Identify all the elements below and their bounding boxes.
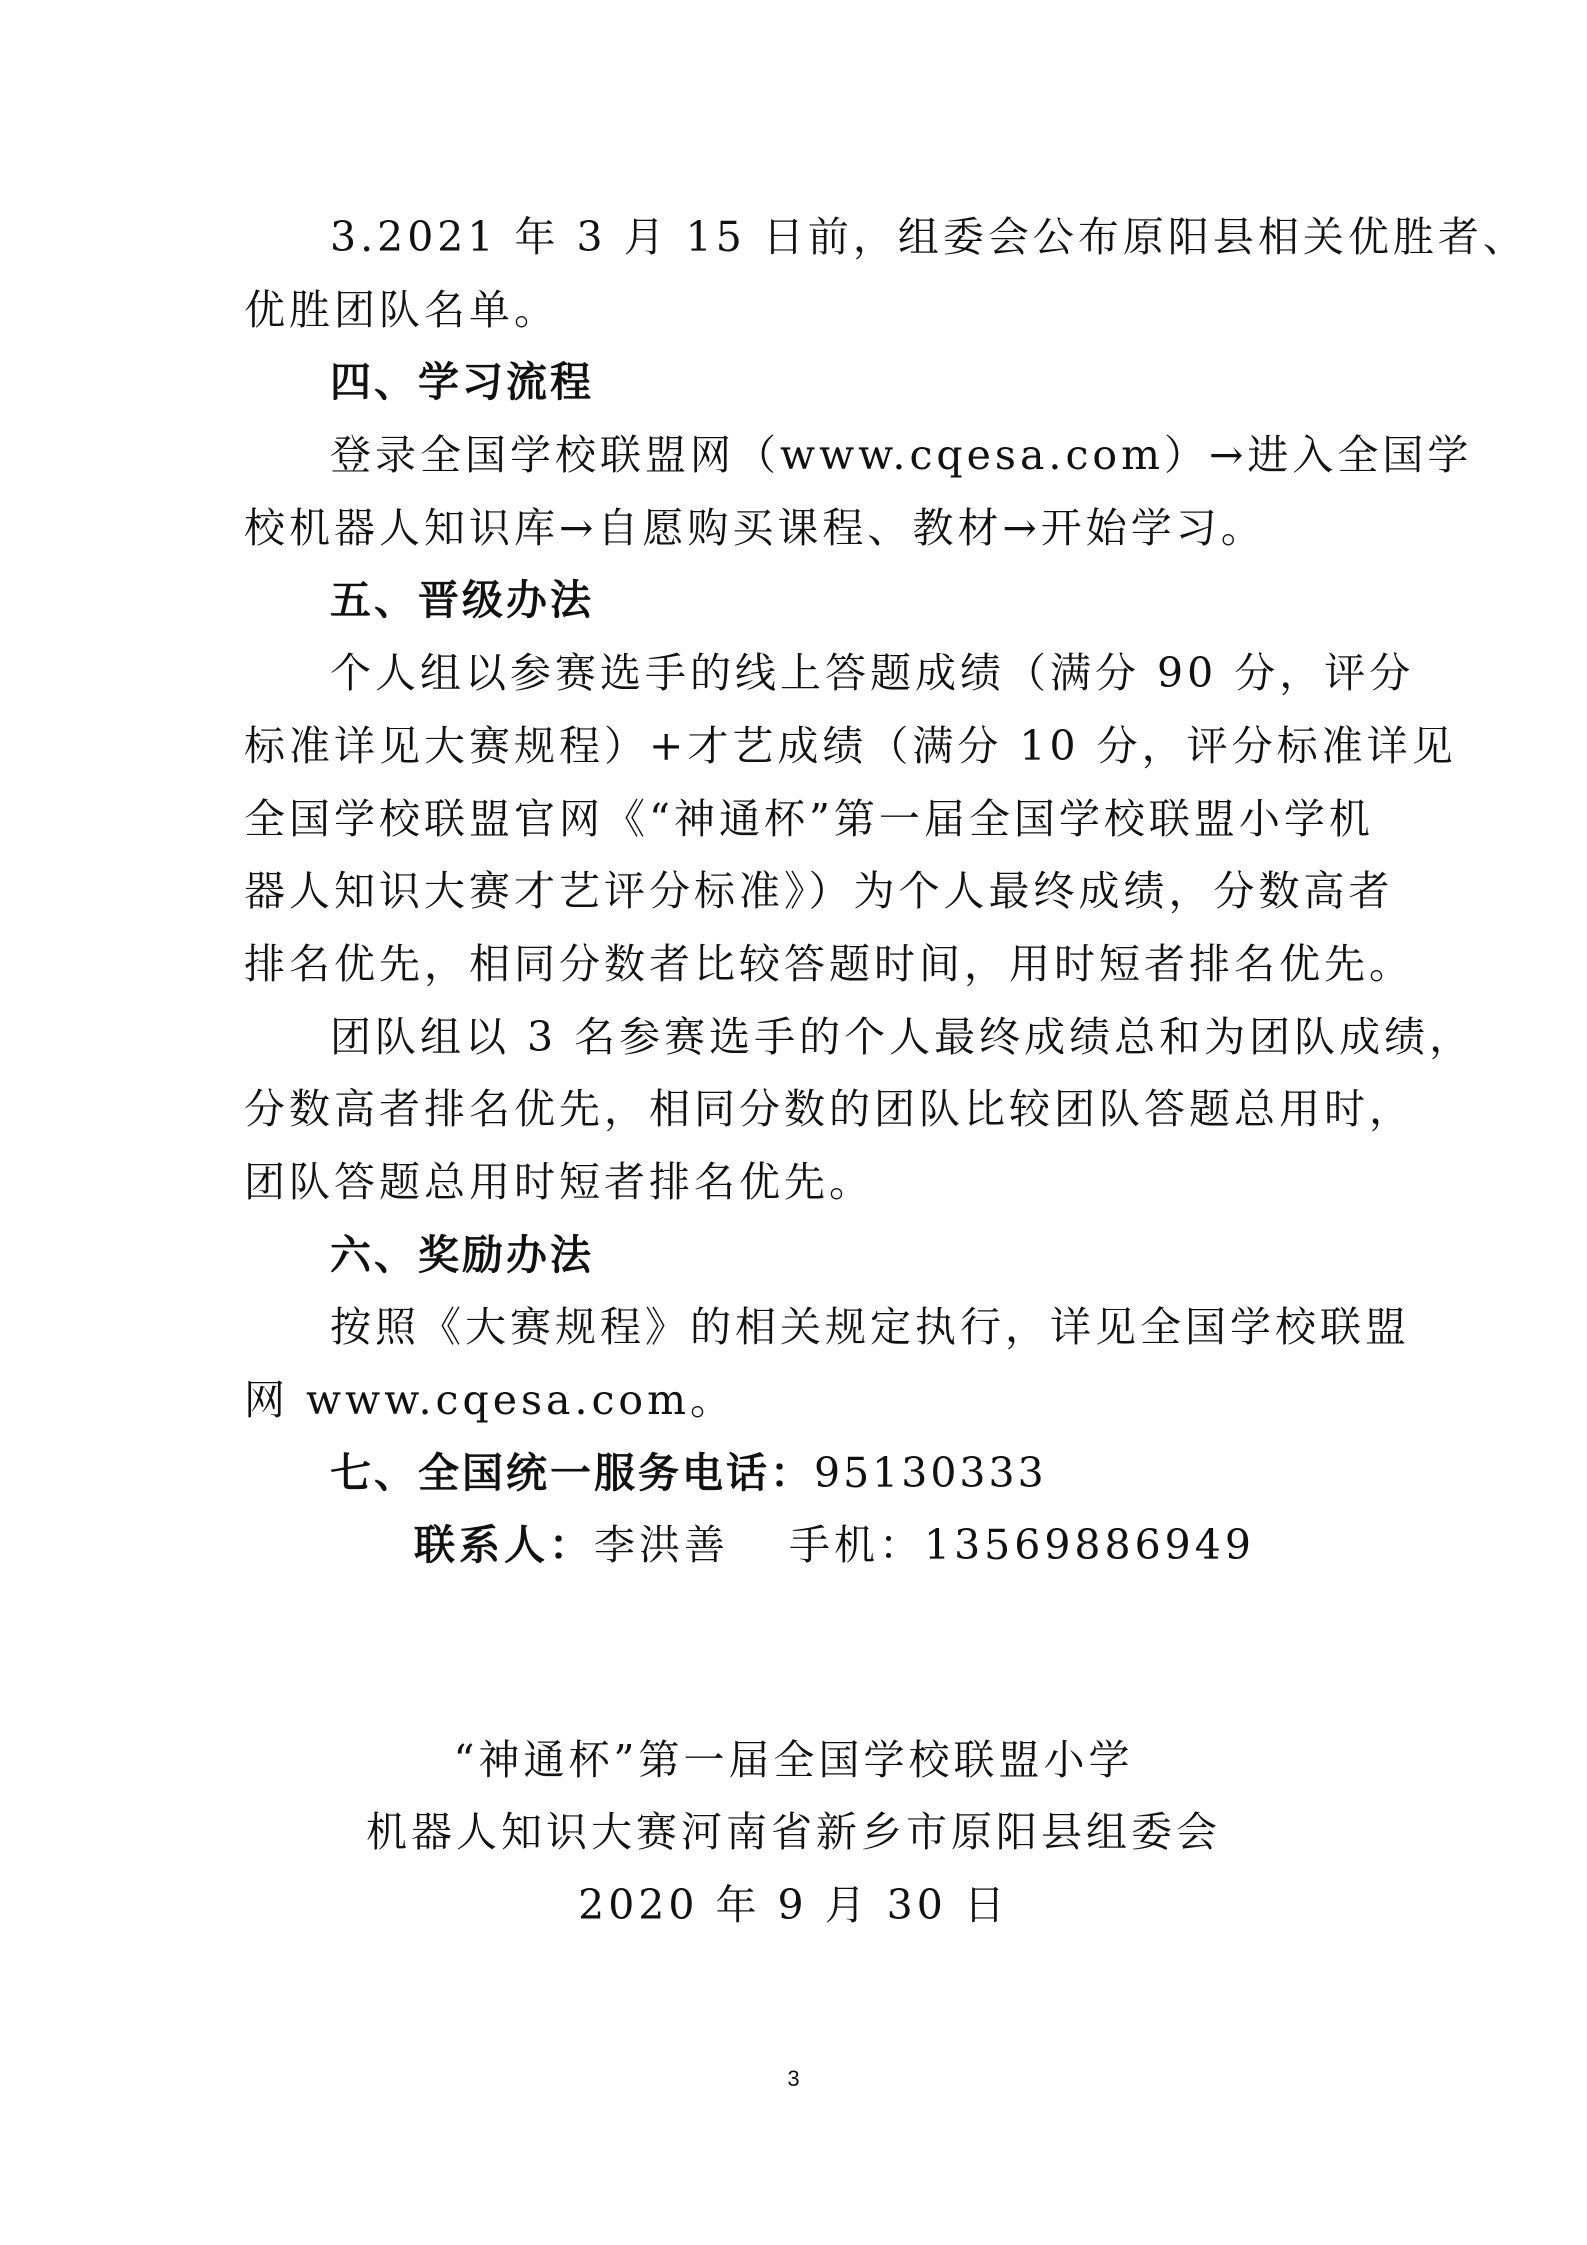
section7-heading-label: 七、全国统一服务电话： (330, 1449, 814, 1497)
section5-p2-line3: 团队答题总用时短者排名优先。 (244, 1158, 874, 1206)
section5-p2-line1: 团队组以 3 名参赛选手的个人最终成绩总和为团队成绩， (330, 1013, 1475, 1061)
section5-p1-line4: 器人知识大赛才艺评分标准》）为个人最终成绩，分数高者 (244, 867, 1394, 915)
section6-line1: 按照《大赛规程》的相关规定执行，详见全国学校联盟 (330, 1303, 1410, 1351)
section5-p1-line3: 全国学校联盟官网《“神通杯”第一届全国学校联盟小学机 (244, 795, 1374, 843)
contact-line (414, 1520, 1534, 1570)
page-number: 3 (787, 2066, 800, 2091)
section6-heading: 六、奖励办法 (330, 1231, 594, 1279)
section5-p1-line2: 标准详见大赛规程）+才艺成绩（满分 10 分，评分标准详见 (244, 722, 1457, 770)
signature-date: 2020 年 9 月 30 日 (578, 1881, 1009, 1929)
section7-heading (330, 1448, 1450, 1498)
section5-p2-line2: 分数高者排名优先，相同分数的团队比较团队答题总用时， (244, 1085, 1414, 1133)
contact-name: 李洪善 (594, 1521, 729, 1569)
mobile-label: 手机： (789, 1521, 924, 1569)
signature-line1: “神通杯”第一届全国学校联盟小学 (453, 1736, 1134, 1784)
signature-line2: 机器人知识大赛河南省新乡市原阳县组委会 (366, 1808, 1221, 1856)
mobile-number: 13569886949 (924, 1521, 1255, 1569)
section5-heading: 五、晋级办法 (330, 576, 594, 624)
section4-heading: 四、学习流程 (330, 358, 594, 406)
service-phone: 95130333 (814, 1449, 1047, 1497)
section3-item3-line1: 3.2021 年 3 月 15 日前，组委会公布原阳县相关优胜者、 (330, 213, 1528, 261)
section4-line1: 登录全国学校联盟网（www.cqesa.com）→进入全国学 (330, 431, 1473, 479)
section6-line2: 网 www.cqesa.com。 (244, 1376, 735, 1424)
section4-line2: 校机器人知识库→自愿购买课程、教材→开始学习。 (244, 504, 1266, 552)
section5-p1-line5: 排名优先，相同分数者比较答题时间，用时短者排名优先。 (244, 940, 1414, 988)
section3-item3-line2: 优胜团队名单。 (244, 286, 559, 334)
contact-label: 联系人： (414, 1521, 594, 1569)
section5-p1-line1: 个人组以参赛选手的线上答题成绩（满分 90 分，评分 (330, 649, 1415, 697)
